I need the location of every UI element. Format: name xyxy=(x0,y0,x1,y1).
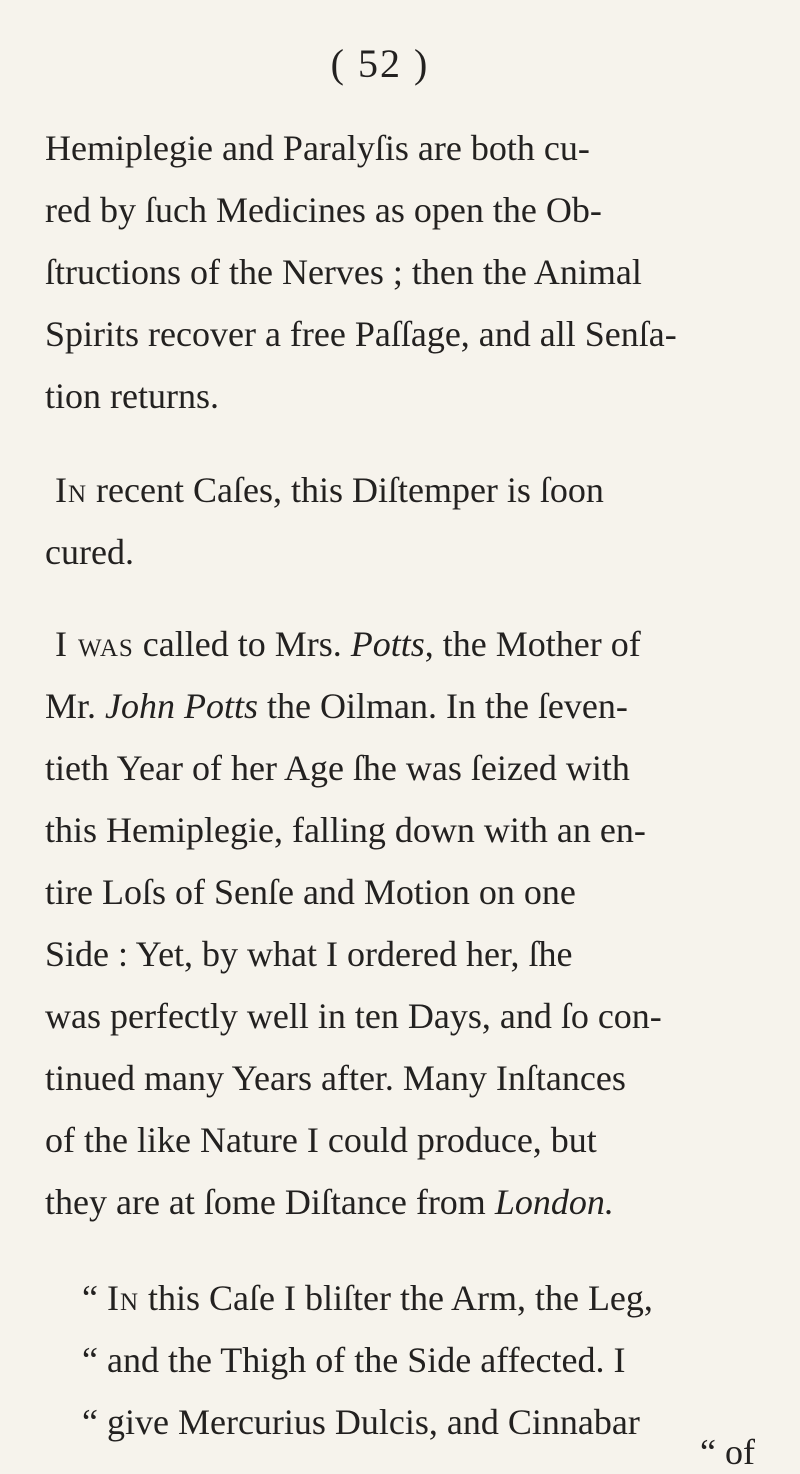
text-line xyxy=(45,530,134,574)
text-line xyxy=(45,684,628,728)
line-text: give Mercurius Dulcis, and Cinnabar xyxy=(106,1402,640,1442)
text-line xyxy=(45,312,677,356)
line-text: tinued many Years after. Many Inſtances xyxy=(45,1058,626,1098)
text-line xyxy=(45,188,602,232)
line-text: Hemiplegie and Paralyſis are both cu- xyxy=(45,128,590,168)
text-line xyxy=(82,1400,640,1444)
person-name: Potts xyxy=(350,624,425,664)
line-text: tieth Year of her Age ſhe was ſeized with xyxy=(45,748,630,788)
quote-mark: “ xyxy=(82,1402,98,1442)
text-line xyxy=(45,126,760,170)
text-line xyxy=(45,1118,597,1162)
paragraph-lead: I was xyxy=(55,624,134,664)
text-line xyxy=(45,1180,614,1224)
line-text: called to Mrs. xyxy=(142,624,342,664)
place-name: London. xyxy=(494,1182,614,1222)
line-text: red by ſuch Medicines as open the Ob- xyxy=(45,190,602,230)
paragraph-lead: In xyxy=(55,470,88,510)
text-line xyxy=(82,1276,653,1320)
text-line xyxy=(55,468,604,512)
text-line xyxy=(45,808,646,852)
line-text: Spirits recover a free Paſſage, and all Senſa- xyxy=(45,314,677,354)
quote-mark: “ xyxy=(82,1340,98,1380)
text-line xyxy=(82,1338,626,1382)
line-text: Side : Yet, by what I ordered her, ſhe xyxy=(45,934,573,974)
line-text: they are at ſome Diſtance from xyxy=(45,1182,486,1222)
line-text: and the Thigh of the Side affected. I xyxy=(106,1340,626,1380)
line-text: tire Loſs of Senſe and Motion on one xyxy=(45,872,576,912)
text-line xyxy=(45,932,572,976)
person-name: John Potts xyxy=(105,686,258,726)
text-line xyxy=(700,1430,755,1474)
line-text: ſtructions of the Nerves ; then the Animal xyxy=(45,252,642,292)
text-line xyxy=(55,622,641,666)
text-line xyxy=(45,994,662,1038)
page-number: ( 52 ) xyxy=(330,41,430,86)
quote-mark: “ xyxy=(700,1432,716,1472)
line-text: of the like Nature I could produce, but xyxy=(45,1120,597,1160)
text-line xyxy=(45,746,630,790)
catchword: of xyxy=(724,1432,755,1472)
line-text: cured. xyxy=(45,532,134,572)
line-text: recent Caſes, this Diſtemper is ſoon xyxy=(96,470,604,510)
quote-mark: “ xyxy=(82,1278,98,1318)
text-line xyxy=(45,1056,626,1100)
text-line xyxy=(45,870,576,914)
line-text: tion returns. xyxy=(45,376,219,416)
line-text: the Oilman. In the ſeven- xyxy=(267,686,628,726)
line-text: Mr. xyxy=(45,686,97,726)
line-text: this Hemiplegie, falling down with an en- xyxy=(45,810,646,850)
text-line xyxy=(45,374,219,418)
paragraph-lead: In xyxy=(106,1278,140,1318)
line-text: , the Mother of xyxy=(424,624,641,664)
text-line xyxy=(45,250,642,294)
line-text: this Caſe I bliſter the Arm, the Leg, xyxy=(148,1278,653,1318)
line-text: was perfectly well in ten Days, and ſo con- xyxy=(45,996,662,1036)
